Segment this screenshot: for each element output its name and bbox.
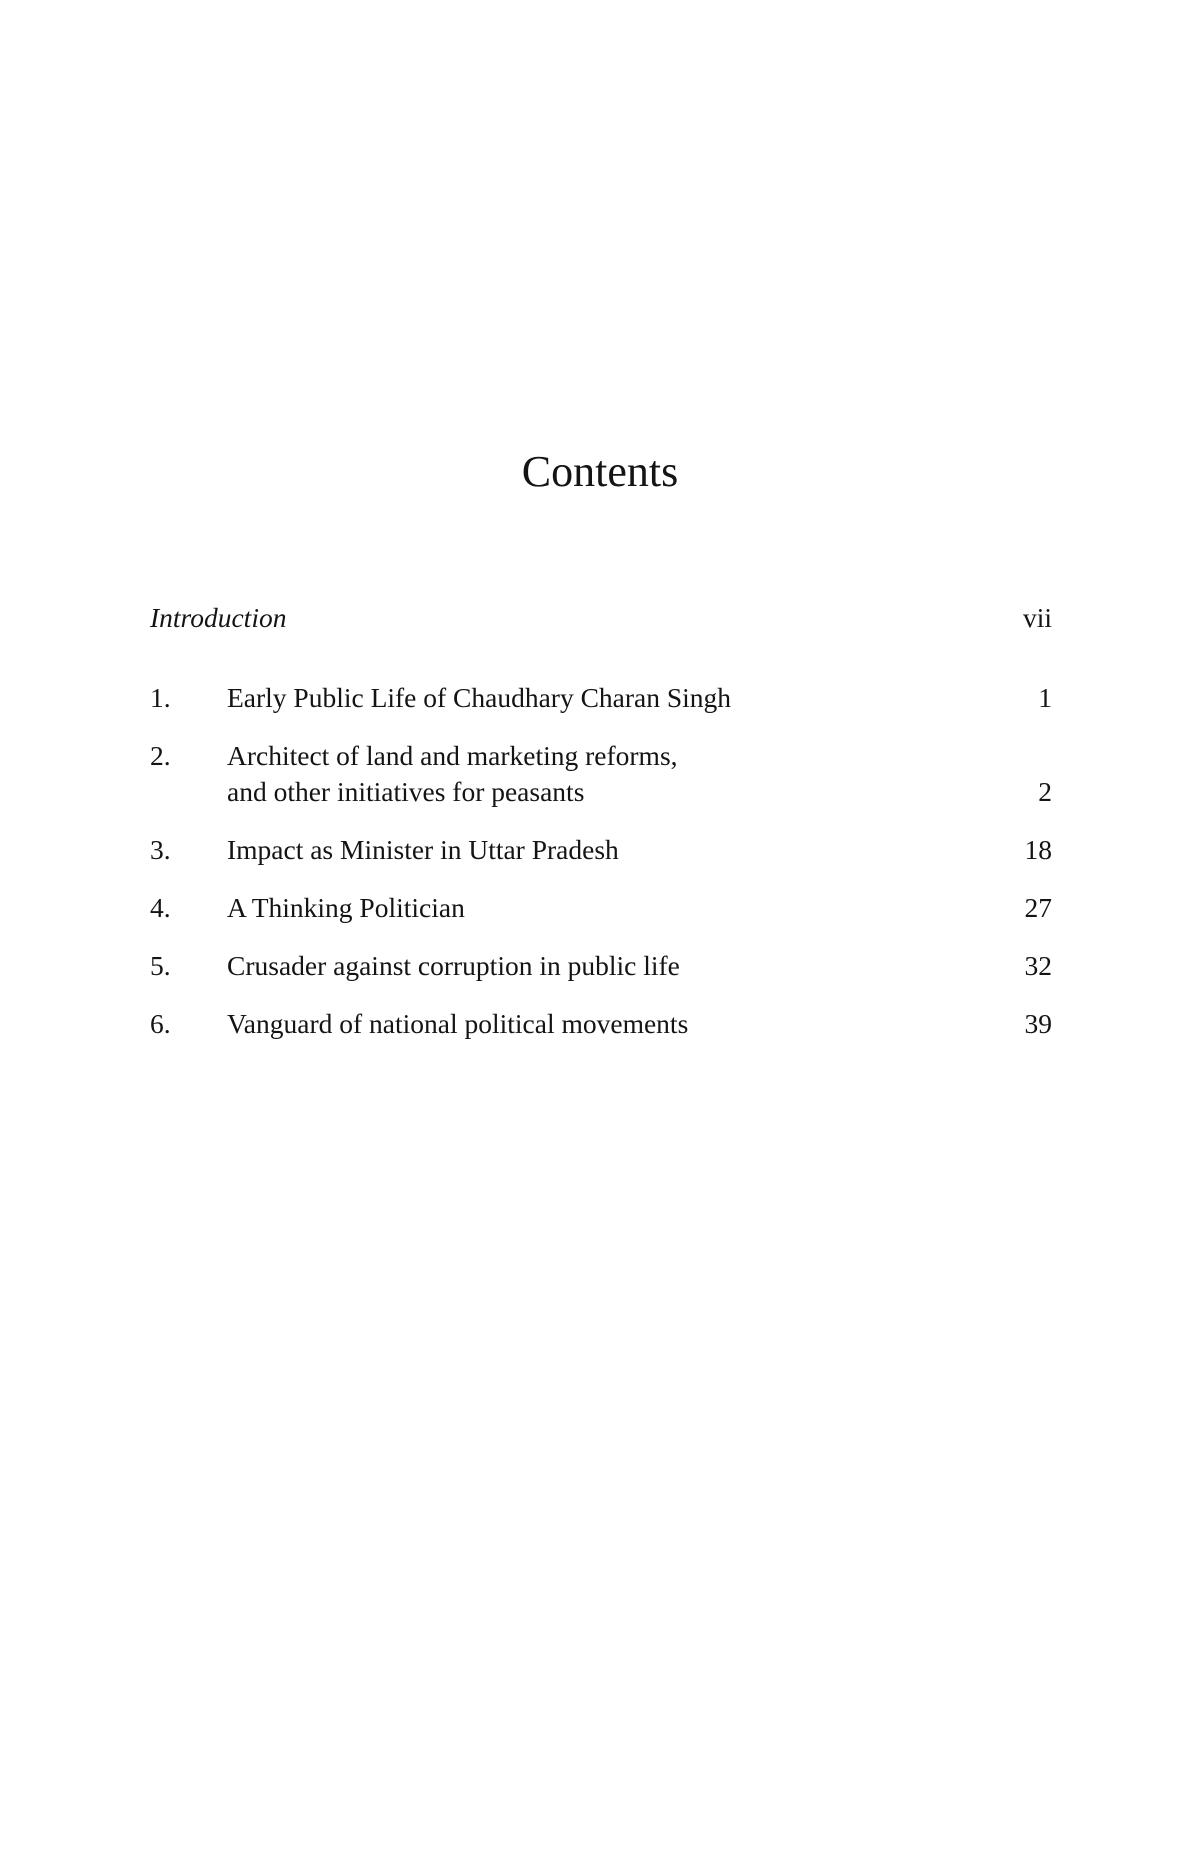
toc-entry-2 bbox=[150, 738, 1052, 810]
table-of-contents bbox=[150, 600, 1052, 1064]
toc-entry-title-line: Impact as Minister in Uttar Pradesh bbox=[227, 834, 619, 865]
toc-entry-page: 18 bbox=[1024, 834, 1052, 865]
toc-entry-3 bbox=[150, 832, 1052, 868]
toc-entry-page: 1 bbox=[1038, 682, 1052, 713]
toc-entry-number: 1. bbox=[150, 682, 171, 713]
toc-entry-page: 39 bbox=[1024, 1008, 1052, 1039]
toc-entry-number: 4. bbox=[150, 892, 171, 923]
toc-entry-title bbox=[227, 948, 962, 984]
toc-entry-title-line: Vanguard of national political movements bbox=[227, 1008, 689, 1039]
toc-entry-number: 5. bbox=[150, 950, 171, 981]
toc-entry-number: 2. bbox=[150, 740, 171, 771]
toc-entry-page: 27 bbox=[1024, 892, 1052, 923]
toc-entry-title bbox=[227, 738, 962, 810]
toc-entry-5 bbox=[150, 948, 1052, 984]
toc-introduction-label: Introduction bbox=[150, 602, 287, 633]
toc-entry-title bbox=[227, 680, 962, 716]
toc-entry-6 bbox=[150, 1006, 1052, 1042]
toc-entry-title bbox=[227, 890, 962, 926]
toc-entry-title-line: Architect of land and marketing reforms, bbox=[227, 740, 678, 771]
toc-entry-number: 6. bbox=[150, 1008, 171, 1039]
toc-entry-title bbox=[227, 832, 962, 868]
toc-entry-4 bbox=[150, 890, 1052, 926]
toc-entry-title bbox=[227, 1006, 962, 1042]
toc-entry-1 bbox=[150, 680, 1052, 716]
toc-entry-page: 32 bbox=[1024, 950, 1052, 981]
toc-entry-title-line: Crusader against corruption in public life bbox=[227, 950, 680, 981]
toc-entry-title-line: Early Public Life of Chaudhary Charan Singh bbox=[227, 682, 732, 713]
page-title: Contents bbox=[521, 447, 679, 496]
toc-entry-page: 2 bbox=[1038, 776, 1052, 807]
toc-introduction-row bbox=[150, 600, 1052, 636]
toc-entry-title-line: A Thinking Politician bbox=[227, 892, 465, 923]
toc-entry-number: 3. bbox=[150, 834, 171, 865]
toc-introduction-page: vii bbox=[1022, 602, 1052, 633]
toc-entry-title-line: and other initiatives for peasants bbox=[227, 776, 585, 807]
